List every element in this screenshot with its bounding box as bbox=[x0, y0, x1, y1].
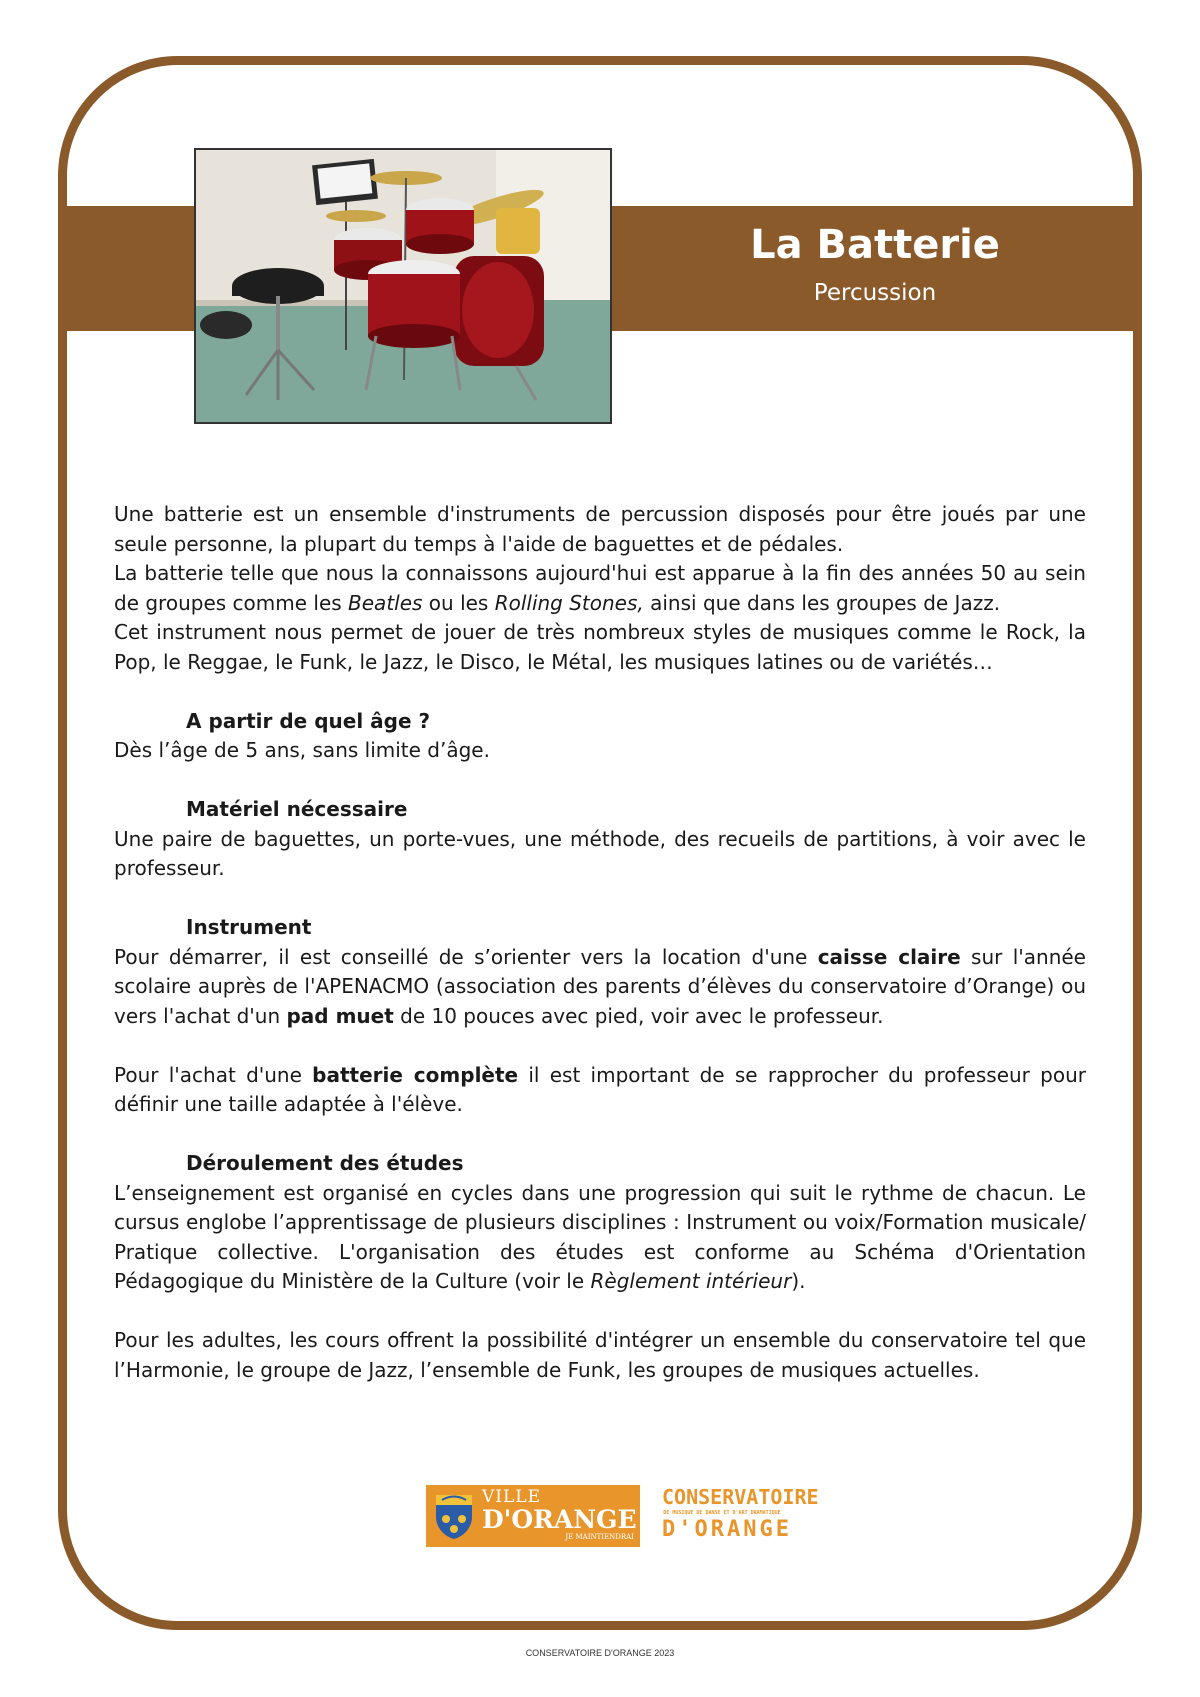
orange-label: D'ORANGE bbox=[482, 1505, 637, 1534]
conservatoire-label: CONSERVATOIRE bbox=[662, 1485, 819, 1509]
intro-paragraph-2: La batterie telle que nous la connaissons aujourd'hui est apparue à la fin des années 50 au sein de groupes comme les Beatles ou les Rolling Stones, ainsi que dans les groupes de Jazz. bbox=[114, 561, 1086, 615]
conservatoire-orange-label: D'ORANGE bbox=[662, 1517, 792, 1542]
intro-paragraph-3: Cet instrument nous permet de jouer de très nombreux styles de musiques comme le Rock, la Pop, le Reggae, le Funk, le Jazz, le Disco, le Métal, les musiques latines ou de variétés… bbox=[114, 620, 1086, 674]
materiel-heading: Matériel nécessaire bbox=[186, 797, 408, 821]
main-content bbox=[114, 500, 1086, 1385]
ville-label: VILLE bbox=[482, 1487, 541, 1507]
beatles-text: Beatles bbox=[348, 590, 423, 615]
drum-kit-photo bbox=[194, 148, 612, 424]
coat-of-arms-icon bbox=[432, 1491, 476, 1541]
motto-label: JE MAINTIENDRAI bbox=[565, 1533, 634, 1541]
instrument-heading: Instrument bbox=[186, 915, 312, 939]
page-footer: CONSERVATOIRE D'ORANGE 2023 bbox=[525, 1648, 675, 1658]
conservatoire-subline: DE MUSIQUE DE DANSE ET D'ART DRAMATIQUE bbox=[663, 1510, 781, 1516]
intro-paragraph-1: Une batterie est un ensemble d'instruments de percussion disposés pour être joués par une seule personne, la plupart du temps à l'aide de baguettes et de pédales. bbox=[114, 502, 1086, 556]
materiel-text: Une paire de baguettes, un porte-vues, une méthode, des recueils de partitions, à voir avec le professeur. bbox=[114, 826, 1086, 880]
conservatoire-logo bbox=[662, 1485, 819, 1547]
rolling-stones-text: Rolling Stones, bbox=[494, 590, 644, 615]
etudes-heading: Déroulement des études bbox=[186, 1151, 464, 1175]
drum-kit-illustration bbox=[196, 150, 610, 422]
age-heading: A partir de quel âge ? bbox=[186, 708, 431, 733]
etudes-paragraph-1: L’enseignement est organisé en cycles dans une progression qui suit le rythme de chacun. Le cursus englobe l’apprentissage de plusieurs disciplines : Instrument ou voix/Formation musicale/ Pratique collective. L'organisation des études est conforme au Schéma d'Orientation Pédagogique du Ministère de la Culture (voir le Règlement intérieur). bbox=[114, 1180, 1086, 1293]
logos bbox=[426, 1485, 819, 1547]
instrument-paragraph-1: Pour démarrer, il est conseillé de s’orienter vers la location d'une caisse claire sur l'année scolaire auprès de l'APENACMO (association des parents d’élèves du conservatoire d’Orange) ou vers l'achat d'un pad muet de 10 pouces avec pied, voir avec le professeur. bbox=[114, 944, 1086, 1028]
page-subtitle: Percussion bbox=[813, 280, 937, 306]
age-text: Dès l’âge de 5 ans, sans limite d’âge. bbox=[114, 738, 490, 762]
etudes-paragraph-2: Pour les adultes, les cours offrent la possibilité d'intégrer un ensemble du conservatoire tel que l’Harmonie, le groupe de Jazz, l’ensemble de Funk, les groupes de musiques actuelles. bbox=[114, 1328, 1086, 1382]
ville-orange-logo bbox=[426, 1485, 640, 1547]
page-title: La Batterie bbox=[750, 222, 1000, 268]
instrument-paragraph-2: Pour l'achat d'une batterie complète il est important de se rapprocher du professeur pour définir une taille adaptée à l'élève. bbox=[114, 1062, 1086, 1116]
